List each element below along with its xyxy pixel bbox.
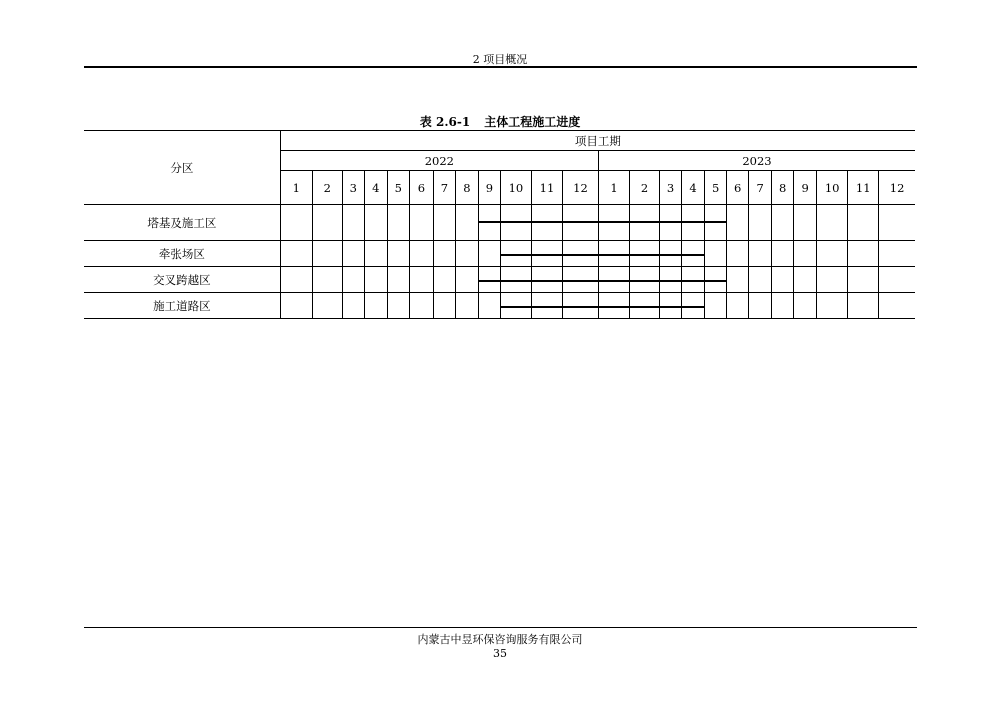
table-row bbox=[84, 241, 915, 267]
month-header: 5 bbox=[387, 171, 409, 205]
month-cell bbox=[387, 241, 409, 267]
month-header: 9 bbox=[794, 171, 817, 205]
schedule-bar bbox=[501, 280, 531, 282]
month-cell bbox=[312, 293, 342, 319]
month-cell bbox=[630, 267, 660, 293]
month-cell bbox=[630, 241, 660, 267]
schedule-bar bbox=[682, 254, 704, 256]
schedule-bar bbox=[479, 221, 500, 223]
month-header: 10 bbox=[500, 171, 531, 205]
schedule-bar bbox=[705, 221, 726, 223]
month-cell bbox=[682, 241, 705, 267]
month-cell bbox=[682, 293, 705, 319]
month-cell bbox=[727, 241, 749, 267]
month-cell bbox=[660, 267, 682, 293]
month-cell bbox=[409, 267, 433, 293]
month-cell bbox=[478, 205, 500, 241]
month-cell bbox=[660, 205, 682, 241]
month-cell bbox=[599, 293, 630, 319]
month-header: 7 bbox=[433, 171, 455, 205]
month-cell bbox=[660, 241, 682, 267]
schedule-bar bbox=[682, 306, 704, 308]
month-cell bbox=[409, 241, 433, 267]
month-header: 11 bbox=[531, 171, 562, 205]
month-header: 3 bbox=[342, 171, 364, 205]
schedule-bar bbox=[563, 254, 598, 256]
schedule-bar bbox=[630, 280, 659, 282]
month-cell bbox=[280, 205, 312, 241]
month-cell bbox=[749, 267, 772, 293]
schedule-bar bbox=[599, 221, 629, 223]
month-cell bbox=[531, 241, 562, 267]
month-cell bbox=[749, 241, 772, 267]
month-cell bbox=[409, 205, 433, 241]
month-cell bbox=[280, 241, 312, 267]
month-cell bbox=[705, 267, 727, 293]
month-cell bbox=[879, 241, 915, 267]
month-cell bbox=[772, 241, 794, 267]
month-cell bbox=[364, 267, 387, 293]
schedule-bar bbox=[563, 221, 598, 223]
month-cell bbox=[455, 205, 478, 241]
month-cell bbox=[682, 205, 705, 241]
schedule-bar bbox=[501, 221, 531, 223]
month-cell bbox=[794, 241, 817, 267]
month-cell bbox=[500, 241, 531, 267]
month-cell bbox=[478, 267, 500, 293]
table-caption bbox=[0, 113, 1000, 130]
month-cell bbox=[478, 241, 500, 267]
month-cell bbox=[794, 205, 817, 241]
month-cell bbox=[364, 241, 387, 267]
month-cell bbox=[455, 293, 478, 319]
month-cell bbox=[562, 241, 598, 267]
schedule-bar bbox=[660, 221, 681, 223]
month-cell bbox=[280, 293, 312, 319]
month-header: 2 bbox=[630, 171, 660, 205]
schedule-bar bbox=[599, 254, 629, 256]
month-cell bbox=[879, 267, 915, 293]
month-cell bbox=[727, 267, 749, 293]
table-row bbox=[84, 205, 915, 241]
month-cell bbox=[387, 267, 409, 293]
month-cell bbox=[342, 205, 364, 241]
month-cell bbox=[342, 267, 364, 293]
month-header: 2 bbox=[312, 171, 342, 205]
month-cell bbox=[660, 293, 682, 319]
month-header: 8 bbox=[772, 171, 794, 205]
month-cell bbox=[705, 205, 727, 241]
month-cell bbox=[848, 293, 879, 319]
month-cell bbox=[848, 241, 879, 267]
month-cell bbox=[879, 205, 915, 241]
table-number: 表 2.6-1 bbox=[419, 115, 471, 129]
month-header: 8 bbox=[455, 171, 478, 205]
schedule-bar bbox=[599, 280, 629, 282]
month-cell bbox=[433, 205, 455, 241]
month-cell bbox=[433, 241, 455, 267]
month-header: 4 bbox=[682, 171, 705, 205]
month-cell bbox=[312, 205, 342, 241]
month-cell bbox=[455, 267, 478, 293]
month-cell bbox=[387, 293, 409, 319]
month-cell bbox=[312, 241, 342, 267]
month-cell bbox=[531, 267, 562, 293]
month-header: 7 bbox=[749, 171, 772, 205]
schedule-bar bbox=[532, 306, 562, 308]
month-cell bbox=[455, 241, 478, 267]
schedule-bar bbox=[501, 306, 531, 308]
zone-label: 塔基及施工区 bbox=[84, 205, 280, 241]
month-cell bbox=[562, 293, 598, 319]
schedule-bar bbox=[660, 254, 681, 256]
month-header: 6 bbox=[727, 171, 749, 205]
schedule-bar bbox=[532, 280, 562, 282]
month-cell bbox=[794, 293, 817, 319]
month-cell bbox=[848, 205, 879, 241]
schedule-bar bbox=[682, 221, 704, 223]
month-header: 4 bbox=[364, 171, 387, 205]
zone-header: 分区 bbox=[84, 131, 280, 205]
table-row bbox=[84, 267, 915, 293]
table-title: 主体工程施工进度 bbox=[484, 115, 581, 129]
zone-label: 施工道路区 bbox=[84, 293, 280, 319]
running-header: 2 项目概况 bbox=[472, 53, 528, 66]
month-header: 1 bbox=[280, 171, 312, 205]
schedule-bar bbox=[630, 306, 659, 308]
month-cell bbox=[433, 293, 455, 319]
year-header: 2022 bbox=[280, 151, 598, 171]
month-cell bbox=[500, 267, 531, 293]
month-header: 3 bbox=[660, 171, 682, 205]
month-cell bbox=[705, 241, 727, 267]
schedule-bar bbox=[660, 280, 681, 282]
schedule-bar bbox=[532, 254, 562, 256]
month-cell bbox=[817, 267, 848, 293]
month-cell bbox=[599, 205, 630, 241]
month-cell bbox=[364, 205, 387, 241]
year-header: 2023 bbox=[599, 151, 916, 171]
month-header: 11 bbox=[848, 171, 879, 205]
schedule-bar bbox=[630, 254, 659, 256]
month-cell bbox=[705, 293, 727, 319]
month-header: 6 bbox=[409, 171, 433, 205]
month-cell bbox=[817, 293, 848, 319]
month-cell bbox=[531, 205, 562, 241]
month-cell bbox=[848, 267, 879, 293]
month-cell bbox=[772, 267, 794, 293]
month-cell bbox=[749, 205, 772, 241]
month-header: 5 bbox=[705, 171, 727, 205]
month-cell bbox=[794, 267, 817, 293]
schedule-bar bbox=[660, 306, 681, 308]
schedule-bar bbox=[705, 280, 726, 282]
month-cell bbox=[772, 293, 794, 319]
table-row bbox=[84, 293, 915, 319]
month-cell bbox=[682, 267, 705, 293]
schedule-bar bbox=[532, 221, 562, 223]
month-cell bbox=[817, 241, 848, 267]
month-cell bbox=[749, 293, 772, 319]
month-cell bbox=[280, 267, 312, 293]
month-cell bbox=[727, 205, 749, 241]
schedule-bar bbox=[501, 254, 531, 256]
month-header: 10 bbox=[817, 171, 848, 205]
month-cell bbox=[364, 293, 387, 319]
header-rule bbox=[84, 66, 917, 68]
schedule-bar bbox=[479, 280, 500, 282]
month-cell bbox=[772, 205, 794, 241]
footer-rule bbox=[84, 627, 917, 628]
period-header: 项目工期 bbox=[280, 131, 915, 151]
month-header: 9 bbox=[478, 171, 500, 205]
schedule-bar bbox=[563, 306, 598, 308]
month-cell bbox=[879, 293, 915, 319]
month-cell bbox=[727, 293, 749, 319]
month-header: 12 bbox=[562, 171, 598, 205]
month-cell bbox=[500, 205, 531, 241]
month-cell bbox=[630, 205, 660, 241]
month-cell bbox=[630, 293, 660, 319]
schedule-table bbox=[84, 130, 915, 319]
zone-label: 牵张场区 bbox=[84, 241, 280, 267]
month-cell bbox=[562, 267, 598, 293]
month-header: 1 bbox=[599, 171, 630, 205]
month-cell bbox=[599, 267, 630, 293]
zone-label: 交叉跨越区 bbox=[84, 267, 280, 293]
month-cell bbox=[342, 293, 364, 319]
month-header: 12 bbox=[879, 171, 915, 205]
month-cell bbox=[817, 205, 848, 241]
month-cell bbox=[478, 293, 500, 319]
schedule-bar bbox=[682, 280, 704, 282]
month-cell bbox=[342, 241, 364, 267]
schedule-bar bbox=[630, 221, 659, 223]
month-cell bbox=[409, 293, 433, 319]
month-cell bbox=[531, 293, 562, 319]
month-cell bbox=[500, 293, 531, 319]
footer-company: 内蒙古中昱环保咨询服务有限公司 bbox=[417, 633, 583, 646]
month-cell bbox=[599, 241, 630, 267]
month-cell bbox=[312, 267, 342, 293]
schedule-bar bbox=[563, 280, 598, 282]
month-cell bbox=[387, 205, 409, 241]
month-cell bbox=[562, 205, 598, 241]
page-number: 35 bbox=[493, 647, 507, 660]
schedule-bar bbox=[599, 306, 629, 308]
month-cell bbox=[433, 267, 455, 293]
